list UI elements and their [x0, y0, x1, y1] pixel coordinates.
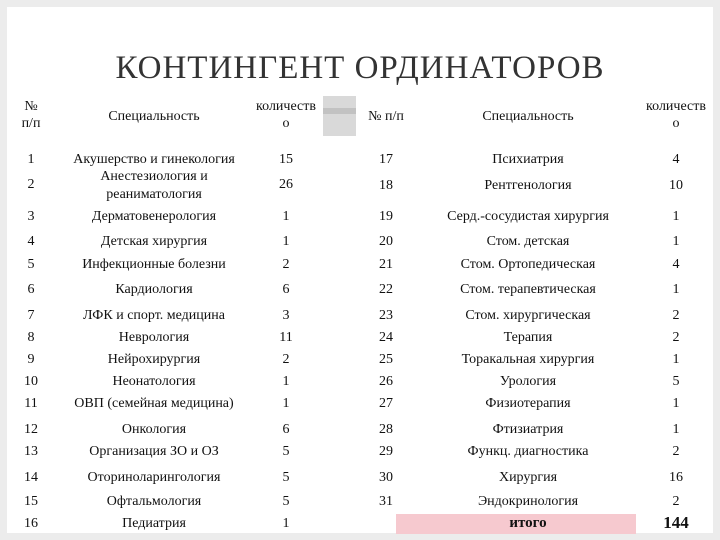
table-cell-num: 11 [24, 396, 38, 411]
table-cell-num: 12 [24, 422, 38, 437]
table-cell-num: 22 [379, 282, 393, 297]
table-cell-count: 2 [672, 444, 680, 459]
table-cell-spec: Рентгенология [484, 178, 572, 193]
table-cell-num: 4 [27, 234, 35, 249]
table-cell-spec: Неврология [118, 330, 190, 345]
table-cell-num: 5 [27, 257, 35, 272]
table-cell-num: 30 [379, 470, 393, 485]
right-header-spec: Специальность [482, 109, 574, 124]
right-table [360, 96, 714, 536]
table-cell-count: 2 [672, 494, 680, 509]
table-cell-spec: ОВП (семейная медицина) [74, 396, 234, 411]
table-cell-num: 9 [27, 352, 35, 367]
table-cell-spec: Стом. Ортопедическая [460, 257, 596, 272]
table-cell-num: 28 [379, 422, 393, 437]
table-cell-num: 29 [379, 444, 393, 459]
table-cell-num: 24 [379, 330, 393, 345]
table-cell-count: 1 [282, 209, 290, 224]
table-cell-count: 4 [672, 152, 680, 167]
table-cell-spec: Акушерство и гинекология [73, 152, 235, 167]
table-cell-count: 6 [282, 422, 290, 437]
table-cell-count: 26 [279, 177, 293, 192]
table-cell-count: 16 [669, 470, 683, 485]
table-cell-count: 5 [672, 374, 680, 389]
table-cell-count: 2 [282, 352, 290, 367]
table-cell-count: 3 [282, 308, 290, 323]
table-cell-num: 31 [379, 494, 393, 509]
table-cell-num: 2 [27, 177, 35, 192]
table-cell-count: 5 [282, 444, 290, 459]
table-cell-spec: Кардиология [115, 282, 193, 297]
table-cell-count: 1 [672, 422, 680, 437]
table-cell-count: 1 [672, 234, 680, 249]
table-cell-spec: Анестезиология и реаниматология [100, 169, 208, 202]
table-cell-spec: Психиатрия [492, 152, 564, 167]
table-cell-spec: Серд.-сосудистая хирургия [447, 209, 609, 224]
table-cell-num: 27 [379, 396, 393, 411]
table-cell-spec: Онкология [121, 422, 187, 437]
table-cell-num: 19 [379, 209, 393, 224]
table-cell-count: 4 [672, 257, 680, 272]
table-cell-spec: Дерматовенерология [91, 209, 217, 224]
table-cell-spec: Педиатрия [122, 516, 186, 531]
table-cell-num: 10 [24, 374, 38, 389]
table-cell-count: 1 [672, 352, 680, 367]
table-cell-num: 26 [379, 374, 393, 389]
total-label: итого [509, 515, 547, 531]
table-cell-num: 3 [27, 209, 35, 224]
table-cell-num: 17 [379, 152, 393, 167]
table-cell-num: 14 [24, 470, 38, 485]
table-cell-num: 13 [24, 444, 38, 459]
table-cell-num: 20 [379, 234, 393, 249]
table-cell-count: 2 [282, 257, 290, 272]
left-header-spec: Специальность [108, 109, 200, 124]
table-cell-num: 1 [27, 152, 35, 167]
table-cell-num: 25 [379, 352, 393, 367]
table-cell-count: 1 [672, 209, 680, 224]
table-cell-spec: ЛФК и спорт. медицина [83, 308, 225, 323]
table-cell-spec: Эндокринология [477, 494, 579, 509]
table-cell-count: 2 [672, 330, 680, 345]
table-cell-count: 6 [282, 282, 290, 297]
table-cell-count: 5 [282, 470, 290, 485]
table-cell-spec: Функц. диагностика [467, 444, 589, 459]
table-cell-num: 18 [379, 178, 393, 193]
left-table [14, 96, 320, 536]
table-cell-spec: Организация ЗО и ОЗ [89, 444, 219, 459]
table-cell-spec: Стом. терапевтическая [460, 282, 596, 297]
table-cell-spec: Торакальная хирургия [461, 352, 595, 367]
left-header-num: № п/п [21, 99, 41, 131]
table-cell-spec: Оториноларингология [87, 470, 221, 485]
table-cell-count: 10 [669, 178, 683, 193]
page-title: КОНТИНГЕНТ ОРДИНАТОРОВ [115, 50, 605, 86]
table-cell-count: 1 [672, 396, 680, 411]
table-cell-count: 11 [279, 330, 293, 345]
table-cell-spec: Терапия [503, 330, 553, 345]
table-cell-spec: Детская хирургия [100, 234, 208, 249]
table-cell-num: 7 [27, 308, 35, 323]
table-cell-spec: Стом. хирургическая [465, 308, 591, 323]
table-cell-count: 1 [282, 234, 290, 249]
table-cell-spec: Инфекционные болезни [82, 257, 226, 272]
table-cell-count: 5 [282, 494, 290, 509]
table-cell-spec: Неонатология [112, 374, 196, 389]
table-cell-num: 15 [24, 494, 38, 509]
divider-strip [323, 108, 356, 114]
table-cell-spec: Стом. детская [486, 234, 570, 249]
right-header-count: количеств о [646, 99, 706, 131]
divider-strip [323, 96, 356, 136]
table-cell-num: 23 [379, 308, 393, 323]
table-cell-count: 1 [282, 516, 290, 531]
table-cell-spec: Нейрохирургия [107, 352, 201, 367]
table-cell-num: 8 [27, 330, 35, 345]
table-cell-spec: Фтизиатрия [492, 422, 564, 437]
table-cell-count: 1 [282, 396, 290, 411]
right-header-num: № п/п [368, 109, 404, 124]
total-value: 144 [663, 513, 689, 532]
table-cell-count: 15 [279, 152, 293, 167]
table-cell-count: 1 [282, 374, 290, 389]
table-cell-spec: Физиотерапия [485, 396, 571, 411]
table-cell-num: 6 [27, 282, 35, 297]
table-cell-spec: Урология [499, 374, 557, 389]
table-cell-num: 21 [379, 257, 393, 272]
table-cell-spec: Офтальмология [106, 494, 202, 509]
left-header-count: количеств о [256, 99, 316, 131]
table-cell-count: 2 [672, 308, 680, 323]
table-cell-count: 1 [672, 282, 680, 297]
table-cell-spec: Хирургия [498, 470, 558, 485]
table-cell-num: 16 [24, 516, 38, 531]
